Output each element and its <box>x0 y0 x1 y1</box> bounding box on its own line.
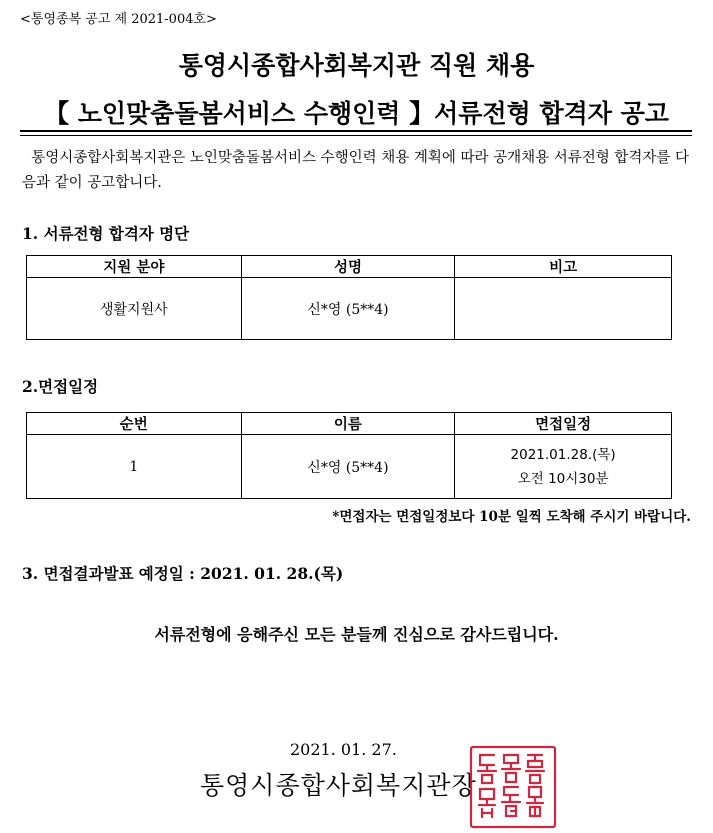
interview-table <box>26 412 672 499</box>
cell-no: 1 <box>27 435 242 499</box>
cell-name: 신*영 (5**4) <box>241 435 455 499</box>
thanks-message: 서류전형에 응해주신 모든 분들께 진심으로 감사드립니다. <box>154 625 559 644</box>
intro-text: 통영시종합사회복지관은 노인맞춤돌봄서비스 수행인력 채용 계획에 따라 공개채용 서류전형 합격자를 다음과 같이 공고합니다. <box>22 150 690 191</box>
section1-heading: 1. 서류전형 합격자 명단 <box>22 224 190 243</box>
col-header-field: 지원 분야 <box>27 256 242 278</box>
section3-heading: 3. 면접결과발표 예정일 : 2021. 01. 28.(목) <box>22 564 344 583</box>
intro-paragraph <box>22 146 690 196</box>
applicants-table-header <box>27 256 672 278</box>
col-header-remark: 비고 <box>455 256 672 278</box>
table-row <box>27 435 672 499</box>
title-rule-thick <box>20 130 692 132</box>
table-row <box>27 278 672 340</box>
col-header-schedule: 면접일정 <box>455 413 672 435</box>
document-number: <통영종복 공고 제 2021-004호> <box>20 12 217 27</box>
cell-name: 신*영 (5**4) <box>241 278 455 340</box>
col-header-name: 성명 <box>241 256 455 278</box>
col-header-no: 순번 <box>27 413 242 435</box>
interview-note: *면접자는 면접일정보다 10분 일찍 도착해 주시기 바랍니다. <box>332 509 691 525</box>
official-seal <box>468 745 558 829</box>
issue-date: 2021. 01. 27. <box>290 740 397 759</box>
schedule-time: 오전 10시30분 <box>517 470 609 487</box>
cell-schedule <box>455 435 672 499</box>
applicants-table <box>26 255 672 340</box>
page-title: 통영시종합사회복지관 직원 채용 <box>178 51 535 80</box>
cell-remark <box>455 278 672 340</box>
section2-heading: 2.면접일정 <box>22 377 99 396</box>
interview-table-header <box>27 413 672 435</box>
title-rule-thin <box>20 135 692 136</box>
page-subtitle: 【 노인맞춤돌봄서비스 수행인력 】서류전형 합격자 공고 <box>44 99 669 128</box>
cell-field: 생활지원사 <box>27 278 242 340</box>
col-header-name: 이름 <box>241 413 455 435</box>
schedule-date: 2021.01.28.(목) <box>510 446 616 463</box>
signer-name: 통영시종합사회복지관장 <box>200 771 477 800</box>
